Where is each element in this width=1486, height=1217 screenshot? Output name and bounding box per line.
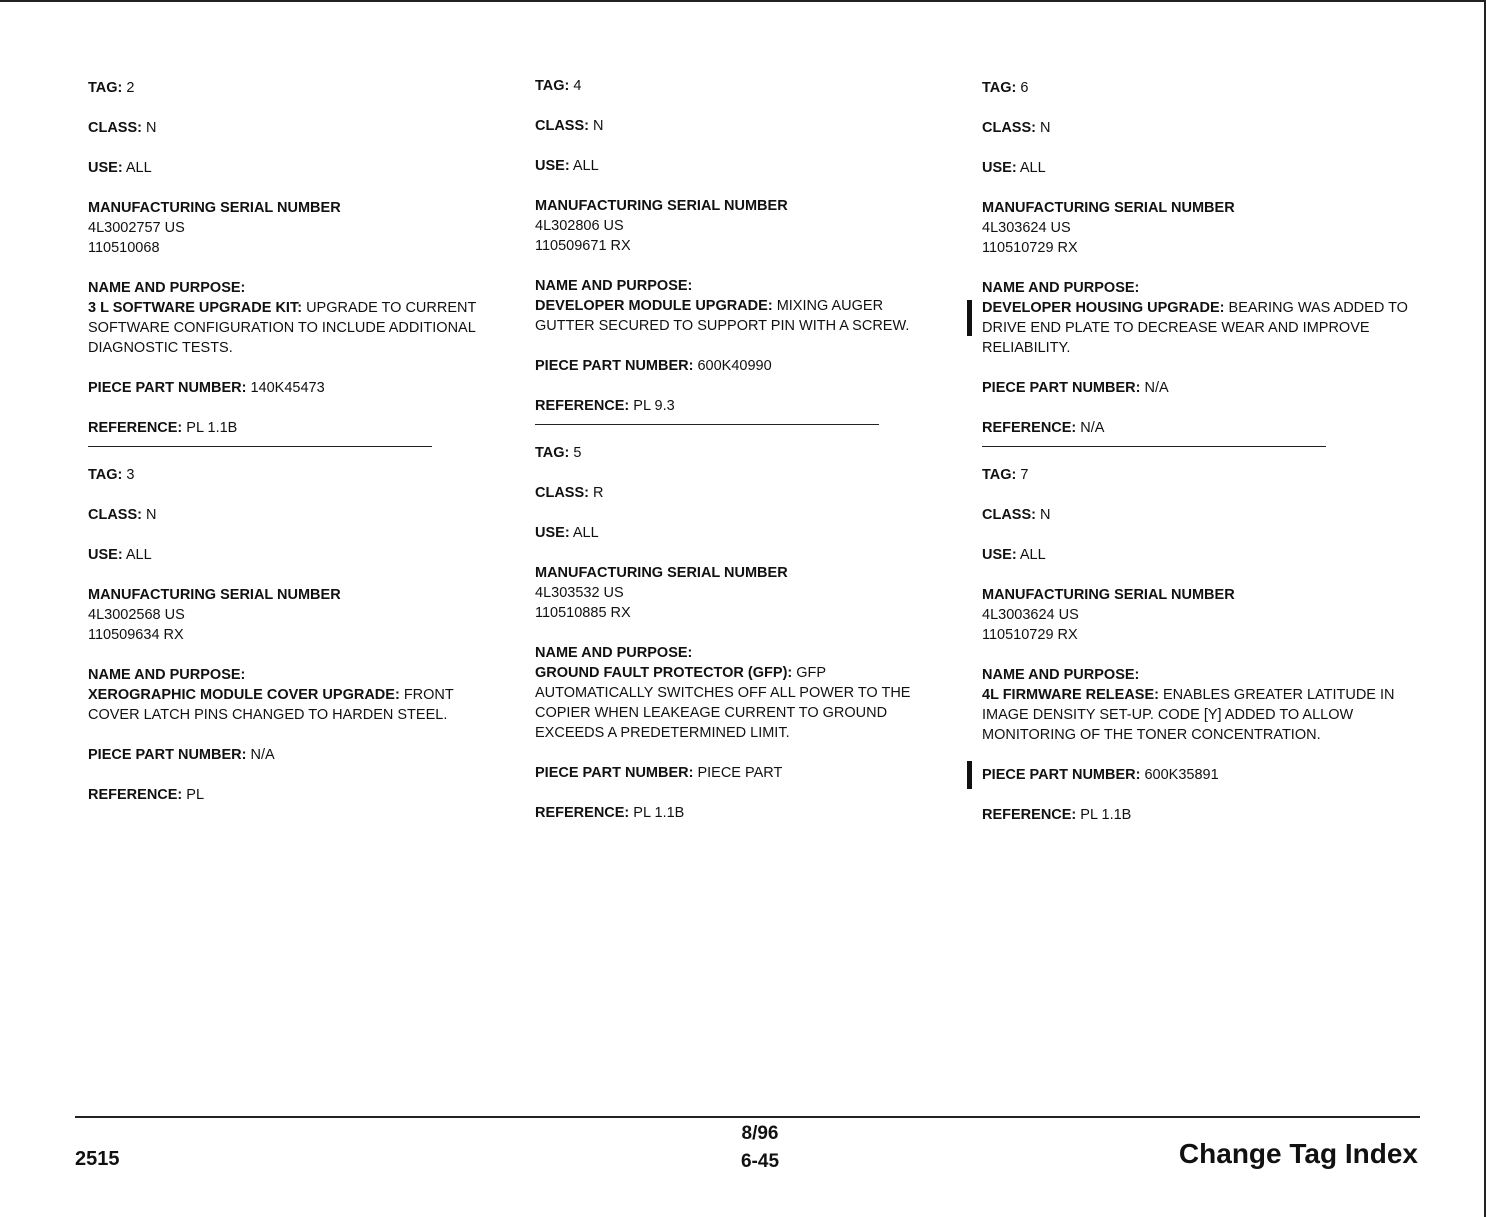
serial-line: 4L302806 US bbox=[535, 218, 624, 234]
revision-date: 8/96 bbox=[741, 1123, 779, 1144]
tag-field: TAG: 3 bbox=[88, 467, 135, 483]
class-field: CLASS: R bbox=[535, 485, 604, 501]
reference-field: REFERENCE: PL bbox=[88, 787, 205, 803]
serial-line: 110510729 RX bbox=[982, 627, 1078, 643]
use-value: ALL bbox=[125, 160, 152, 176]
serial-number-field: MANUFACTURING SERIAL NUMBER 4L303532 US 110510885 RX bbox=[535, 563, 935, 623]
serial-line: 4L303624 US bbox=[982, 220, 1071, 236]
name-description: BEARING WAS ADDED TO DRIVE END PLATE TO DECREASE WEAR AND IMPROVE RELIABILITY. bbox=[982, 300, 1408, 356]
use-field: USE: ALL bbox=[982, 547, 1046, 563]
serial-line: 4L3002757 US bbox=[88, 220, 185, 236]
use-field: USE: ALL bbox=[535, 525, 599, 541]
use-value: ALL bbox=[572, 525, 599, 541]
name-title: 4L FIRMWARE RELEASE: bbox=[982, 687, 1159, 703]
piece-part-field: PIECE PART NUMBER: N/A bbox=[88, 747, 275, 763]
entry-divider bbox=[535, 424, 879, 425]
tag-value: 3 bbox=[126, 467, 135, 483]
reference-field: REFERENCE: PL 1.1B bbox=[535, 805, 685, 821]
name-title: GROUND FAULT PROTECTOR (GFP): bbox=[535, 665, 793, 681]
reference-value: PL bbox=[186, 787, 205, 803]
class-value: N bbox=[146, 507, 157, 523]
use-value: ALL bbox=[1019, 547, 1046, 563]
tag-value: 7 bbox=[1020, 467, 1029, 483]
column-3 bbox=[982, 78, 1412, 845]
piece-part-field: PIECE PART NUMBER: 140K45473 bbox=[88, 380, 325, 396]
name-description: MIXING AUGER GUTTER SECURED TO SUPPORT PIN WITH A SCREW. bbox=[535, 298, 910, 334]
name-purpose-field: NAME AND PURPOSE: 4L FIRMWARE RELEASE: ENABLES GREATER LATITUDE IN IMAGE DENSITY SET-UP. CODE [Y] ADDED TO ALLOW MONITORING OF THE TONER CONCENTRATION. bbox=[982, 667, 1395, 743]
use-value: ALL bbox=[572, 158, 599, 174]
reference-field: REFERENCE: PL 1.1B bbox=[88, 420, 238, 436]
class-value: N bbox=[146, 120, 157, 136]
entry-divider bbox=[982, 446, 1326, 447]
use-field: USE: ALL bbox=[982, 160, 1046, 176]
piece-part-field: PIECE PART NUMBER: 600K40990 bbox=[535, 358, 772, 374]
reference-value: PL 1.1B bbox=[186, 420, 238, 436]
name-description: UPGRADE TO CURRENT SOFTWARE CONFIGURATION TO INCLUDE ADDITIONAL DIAGNOSTIC TESTS. bbox=[88, 300, 477, 356]
piece-part-value: 600K35891 bbox=[1144, 767, 1219, 783]
piece-part-value: 140K45473 bbox=[250, 380, 325, 396]
serial-line: 110510885 RX bbox=[535, 605, 631, 621]
piece-part-value: N/A bbox=[250, 747, 275, 763]
serial-line: 4L3002568 US bbox=[88, 607, 185, 623]
page-number: 6-45 bbox=[740, 1151, 780, 1172]
serial-line: 4L303532 US bbox=[535, 585, 624, 601]
piece-part-value: PIECE PART bbox=[697, 765, 783, 781]
serial-number-field: MANUFACTURING SERIAL NUMBER 4L302806 US 110509671 RX bbox=[535, 196, 935, 256]
serial-line: 110509634 RX bbox=[88, 627, 184, 643]
name-description: ENABLES GREATER LATITUDE IN IMAGE DENSITY SET-UP. CODE [Y] ADDED TO ALLOW MONITORING OF THE TONER CONCENTRATION. bbox=[982, 687, 1395, 743]
serial-line: 110510729 RX bbox=[982, 240, 1078, 256]
piece-part-value: 600K40990 bbox=[697, 358, 772, 374]
doc-number: 2515 bbox=[75, 1148, 120, 1170]
footer-center bbox=[700, 1120, 820, 1176]
name-title: DEVELOPER MODULE UPGRADE: bbox=[535, 298, 773, 314]
reference-field: REFERENCE: N/A bbox=[982, 420, 1105, 436]
class-value: N bbox=[1040, 120, 1051, 136]
class-field: CLASS: N bbox=[982, 120, 1051, 136]
change-tag-entry bbox=[88, 465, 508, 805]
serial-number-field: MANUFACTURING SERIAL NUMBER 4L3002568 US 110509634 RX bbox=[88, 585, 508, 645]
serial-number-field: MANUFACTURING SERIAL NUMBER 4L303624 US 110510729 RX bbox=[982, 198, 1412, 258]
change-tag-entry bbox=[535, 443, 935, 823]
class-field: CLASS: N bbox=[88, 507, 157, 523]
piece-part-value: N/A bbox=[1144, 380, 1169, 396]
name-purpose-field: NAME AND PURPOSE: DEVELOPER MODULE UPGRADE: MIXING AUGER GUTTER SECURED TO SUPPORT PIN WITH A SCREW. bbox=[535, 278, 910, 334]
tag-value: 6 bbox=[1020, 80, 1029, 96]
class-value: N bbox=[1040, 507, 1051, 523]
serial-line: 4L3003624 US bbox=[982, 607, 1079, 623]
tag-field: TAG: 6 bbox=[982, 80, 1029, 96]
column-1 bbox=[88, 78, 508, 825]
column-2 bbox=[535, 76, 935, 843]
class-field: CLASS: N bbox=[88, 120, 157, 136]
use-value: ALL bbox=[125, 547, 152, 563]
change-tag-entry bbox=[982, 78, 1412, 438]
change-tag-entry bbox=[88, 78, 508, 438]
use-field: USE: ALL bbox=[88, 547, 152, 563]
name-description: FRONT COVER LATCH PINS CHANGED TO HARDEN STEEL. bbox=[88, 687, 454, 723]
class-field: CLASS: N bbox=[982, 507, 1051, 523]
reference-value: PL 1.1B bbox=[1080, 807, 1132, 823]
entry-divider bbox=[88, 446, 432, 447]
tag-value: 5 bbox=[573, 445, 582, 461]
tag-field: TAG: 4 bbox=[535, 78, 582, 94]
tag-value: 4 bbox=[573, 78, 582, 94]
name-purpose-field: NAME AND PURPOSE: XEROGRAPHIC MODULE COVER UPGRADE: FRONT COVER LATCH PINS CHANGED TO HARDEN STEEL. bbox=[88, 667, 454, 723]
piece-part-field: PIECE PART NUMBER: 600K35891 bbox=[982, 765, 1412, 785]
reference-value: N/A bbox=[1080, 420, 1105, 436]
change-tag-entry bbox=[982, 465, 1412, 825]
use-value: ALL bbox=[1019, 160, 1046, 176]
name-purpose-field: NAME AND PURPOSE: GROUND FAULT PROTECTOR (GFP): GFP AUTOMATICALLY SWITCHES OFF ALL POWER TO THE COPIER WHEN LEAKEAGE CURRENT TO GROUND EXCEEDS A PREDETERMINED LIMIT. bbox=[535, 645, 911, 741]
section-title: Change Tag Index bbox=[1178, 1138, 1418, 1169]
serial-line: 110510068 bbox=[88, 240, 160, 256]
use-field: USE: ALL bbox=[88, 160, 152, 176]
revision-change-bar bbox=[967, 300, 972, 336]
serial-number-field: MANUFACTURING SERIAL NUMBER 4L3002757 US 110510068 bbox=[88, 198, 508, 258]
serial-number-field: MANUFACTURING SERIAL NUMBER 4L3003624 US 110510729 RX bbox=[982, 585, 1412, 645]
tag-field: TAG: 5 bbox=[535, 445, 582, 461]
name-title: 3 L SOFTWARE UPGRADE KIT: bbox=[88, 300, 303, 316]
piece-part-field: PIECE PART NUMBER: N/A bbox=[982, 380, 1169, 396]
class-value: R bbox=[593, 485, 604, 501]
name-purpose-field: NAME AND PURPOSE: 3 L SOFTWARE UPGRADE KIT: UPGRADE TO CURRENT SOFTWARE CONFIGURATION TO INCLUDE ADDITIONAL DIAGNOSTIC TESTS. bbox=[88, 280, 477, 356]
tag-field: TAG: 7 bbox=[982, 467, 1029, 483]
class-value: N bbox=[593, 118, 604, 134]
reference-value: PL 9.3 bbox=[633, 398, 675, 414]
piece-part-field: PIECE PART NUMBER: PIECE PART bbox=[535, 765, 783, 781]
reference-field: REFERENCE: PL 1.1B bbox=[982, 807, 1132, 823]
reference-value: PL 1.1B bbox=[633, 805, 685, 821]
change-tag-entry bbox=[535, 76, 935, 416]
footer-rule bbox=[75, 1116, 1420, 1118]
serial-line: 110509671 RX bbox=[535, 238, 631, 254]
name-purpose-field: NAME AND PURPOSE: DEVELOPER HOUSING UPGRADE: BEARING WAS ADDED TO DRIVE END PLATE TO DECREASE WEAR AND IMPROVE RELIABILITY. bbox=[982, 278, 1412, 358]
tag-field: TAG: 2 bbox=[88, 80, 135, 96]
use-field: USE: ALL bbox=[535, 158, 599, 174]
name-description: GFP AUTOMATICALLY SWITCHES OFF ALL POWER TO THE COPIER WHEN LEAKEAGE CURRENT TO GROUND EXCEEDS A PREDETERMINED LIMIT. bbox=[535, 665, 911, 741]
reference-field: REFERENCE: PL 9.3 bbox=[535, 398, 675, 414]
name-title: DEVELOPER HOUSING UPGRADE: bbox=[982, 300, 1225, 316]
name-title: XEROGRAPHIC MODULE COVER UPGRADE: bbox=[88, 687, 400, 703]
tag-value: 2 bbox=[126, 80, 135, 96]
revision-change-bar bbox=[967, 761, 972, 789]
class-field: CLASS: N bbox=[535, 118, 604, 134]
